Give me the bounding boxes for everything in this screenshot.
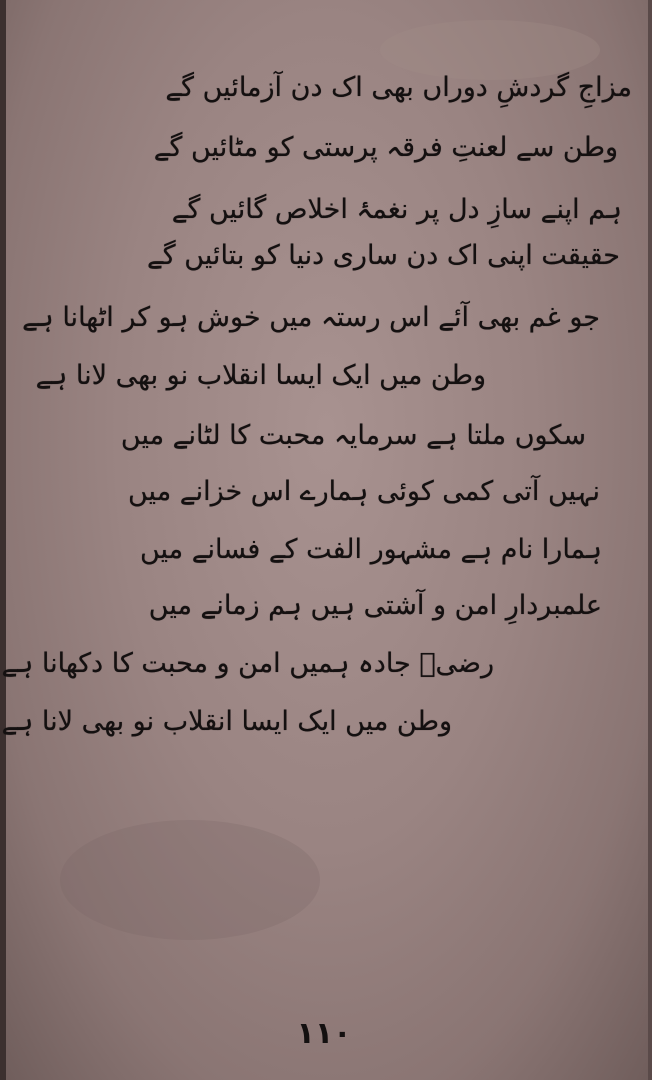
poem-line: وطن میں ایک ایسا انقلاب نو بھی لانا ہے: [1, 706, 452, 737]
poem-line: علمبردارِ امن و آشتی ہیں ہم زمانے میں: [148, 590, 602, 621]
poem-line: رضیؔ جادہ ہمیں امن و محبت کا دکھانا ہے: [1, 648, 494, 679]
poem-line: مزاجِ گردشِ دوراں بھی اک دن آزمائیں گے: [165, 72, 632, 103]
poem-line: حقیقت اپنی اک دن ساری دنیا کو بتائیں گے: [146, 240, 620, 271]
poem-line: ہم اپنے سازِ دل پر نغمۂ اخلاص گائیں گے: [171, 194, 622, 225]
poem-line: نہیں آتی کمی کوئی ہمارے اس خزانے میں: [128, 476, 600, 507]
page-number: ۱۱۰: [296, 1016, 352, 1051]
poem-line: ہمارا نام ہے مشہور الفت کے فسانے میں: [139, 534, 602, 565]
poem-line: جو غم بھی آئے اس رستہ میں خوش ہو کر اٹھانا ہے: [22, 302, 600, 333]
poem-line: وطن میں ایک ایسا انقلاب نو بھی لانا ہے: [35, 360, 486, 391]
poem-line: وطن سے لعنتِ فرقہ پرستی کو مٹائیں گے: [153, 132, 618, 163]
poem-line: سکوں ملتا ہے سرمایہ محبت کا لٹانے میں: [120, 420, 586, 451]
